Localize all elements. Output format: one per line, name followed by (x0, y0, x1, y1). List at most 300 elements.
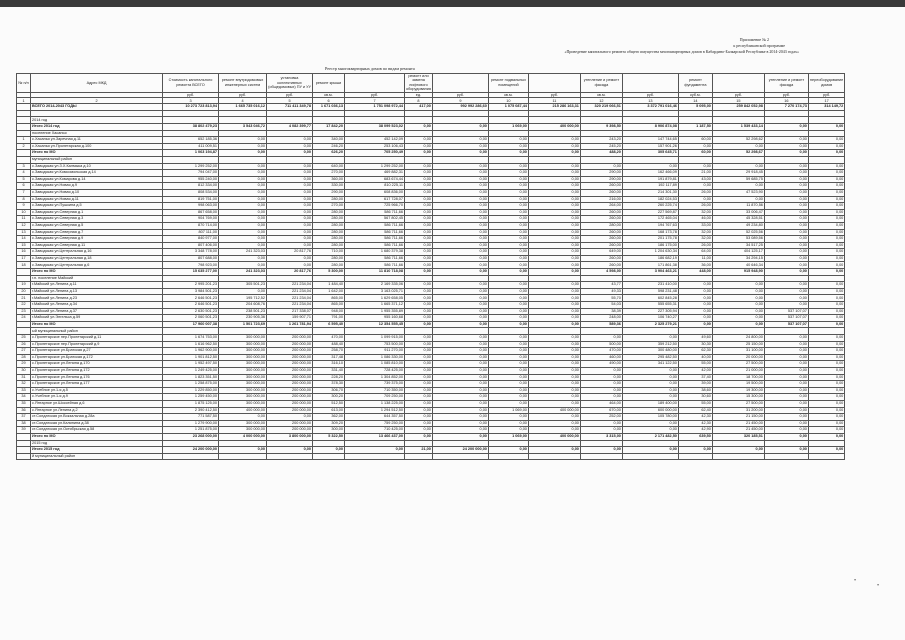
section-row (17, 275, 845, 282)
column-header (622, 74, 678, 93)
value-cell: 0,00 (764, 262, 808, 269)
value-cell: 0,00 (488, 216, 528, 223)
value-cell: 0,00 (405, 321, 433, 328)
column-number-cell: 8 (405, 98, 433, 104)
value-cell: 55,70 (580, 295, 622, 302)
row-number-cell (17, 453, 31, 460)
value-cell: 0,00 (764, 400, 808, 407)
value-cell: 200 000,00 (267, 381, 313, 388)
value-cell: 0,00 (678, 282, 712, 289)
value-cell: 0,00 (267, 196, 313, 203)
value-cell: 469 882,31 (345, 170, 405, 177)
value-cell: 0,00 (528, 394, 580, 401)
value-cell: 0,00 (528, 189, 580, 196)
value-cell (580, 328, 622, 335)
value-cell: 948,00 (313, 308, 345, 315)
value-cell: 19 500,00 (712, 381, 764, 388)
value-cell: 0,00 (405, 367, 433, 374)
value-cell: 0,00 (267, 163, 313, 170)
value-cell: 0,00 (405, 143, 433, 150)
unit-cell: руб. (808, 92, 844, 98)
value-cell (764, 156, 808, 163)
row-number-cell (17, 130, 31, 137)
value-cell: 0,00 (267, 262, 313, 269)
value-cell: 21 450,00 (712, 427, 764, 434)
value-cell: 362,00 (313, 414, 345, 421)
value-cell: 0,00 (808, 249, 844, 256)
value-cell: 452 142,09 (345, 137, 405, 144)
value-cell: 683 674,44 (345, 176, 405, 183)
value-cell: 753 500,00 (345, 341, 405, 348)
value-cell (580, 453, 622, 460)
row-number-cell (17, 447, 31, 454)
value-cell: 2 060 501,23 (163, 315, 219, 322)
value-cell: 300 000,00 (219, 374, 267, 381)
value-cell: 0,00 (808, 203, 844, 210)
table-row (17, 315, 845, 322)
row-number-cell: 4 (17, 170, 31, 177)
address-cell: с.Пролетарское ул.Братская д.172 (31, 354, 163, 361)
column-number-cell: 12 (580, 98, 622, 104)
value-cell: 0,00 (405, 295, 433, 302)
address-cell: ый муниципальный район (31, 328, 163, 335)
value-cell: 21,00 (678, 170, 712, 177)
value-cell: 0,00 (432, 295, 488, 302)
value-cell (488, 130, 528, 137)
value-cell (432, 440, 488, 447)
value-cell: 26,00 (678, 203, 712, 210)
value-cell: 709 250,00 (345, 394, 405, 401)
value-cell (712, 453, 764, 460)
value-cell (678, 275, 712, 282)
value-cell: 0,00 (432, 414, 488, 421)
value-cell: 214 301,30 (622, 189, 678, 196)
row-number-cell: 28 (17, 354, 31, 361)
value-cell: 171 861,38 (622, 262, 678, 269)
section-row (17, 156, 845, 163)
row-number-cell: 18 (17, 262, 31, 269)
value-cell: 6 595,40 (313, 321, 345, 328)
value-cell: 0,00 (432, 189, 488, 196)
value-cell: 0,00 (528, 447, 580, 454)
value-cell: 231 410,00 (622, 282, 678, 289)
column-header: ремонт фундамента (678, 74, 712, 93)
value-cell: 7 270 174,73 (764, 104, 808, 111)
address-cell: с.Заводская ул.Центральная д.16 (31, 249, 163, 256)
row-number-cell: 27 (17, 348, 31, 355)
value-cell: 260,00 (580, 236, 622, 243)
value-cell: 0,00 (405, 269, 433, 276)
value-cell: 192 117,89 (622, 183, 678, 190)
column-number-cell: 4 (219, 98, 267, 104)
value-cell: 0,00 (764, 374, 808, 381)
value-cell: 189 400,00 (622, 400, 678, 407)
value-cell: 0,00 (528, 288, 580, 295)
value-cell: 26,00 (678, 242, 712, 249)
value-cell: 0,00 (432, 176, 488, 183)
value-cell: 2 646 501,23 (163, 295, 219, 302)
value-cell: 0,00 (678, 183, 712, 190)
value-cell: 0,00 (219, 447, 267, 454)
value-cell: 12 354 555,45 (345, 321, 405, 328)
value-cell: 290,00 (313, 189, 345, 196)
value-cell: 1 251 875,00 (163, 427, 219, 434)
address-cell: с.Янтарное ул.Ленина д.2 (31, 407, 163, 414)
value-cell: 911 270,00 (345, 348, 405, 355)
value-cell: 246,20 (313, 143, 345, 150)
value-cell (678, 328, 712, 335)
row-number-cell: 3 (17, 163, 31, 170)
table-row (17, 209, 845, 216)
column-header: ремонт или замена лифтового оборудования (406, 74, 431, 92)
address-cell: с.Янтарное ул.Шоссейная д.6 (31, 400, 163, 407)
value-cell: 21 450,00 (712, 420, 764, 427)
value-cell: 0,00 (764, 414, 808, 421)
value-cell: 0,00 (432, 209, 488, 216)
value-cell: 0,00 (764, 255, 808, 262)
value-cell: 34 294,15 (712, 255, 764, 262)
value-cell: 54,03 (580, 302, 622, 309)
value-cell (432, 130, 488, 137)
value-cell: 0,00 (678, 295, 712, 302)
value-cell: 280,00 (313, 236, 345, 243)
value-cell: 20 000,00 (712, 354, 764, 361)
column-header: Адрес МКД (31, 74, 163, 93)
value-cell: 0,00 (405, 183, 433, 190)
value-cell: 0,00 (808, 196, 844, 203)
value-cell: 0,00 (808, 354, 844, 361)
value-cell: 586 711,66 (345, 209, 405, 216)
value-cell: 608 836,00 (345, 189, 405, 196)
value-cell (405, 117, 433, 124)
scan-mark: • (854, 578, 857, 584)
value-cell: 0,00 (405, 387, 433, 394)
value-cell: 0,00 (808, 400, 844, 407)
value-cell: 300 480,00 (622, 348, 678, 355)
value-cell (267, 453, 313, 460)
value-cell: 0,00 (405, 203, 433, 210)
address-cell: с.Хасанья ул.Заречная д.11 (31, 137, 163, 144)
value-cell: 1 261 781,94 (267, 321, 313, 328)
value-cell: 260,00 (580, 242, 622, 249)
value-cell: 0,00 (488, 269, 528, 276)
value-cell: 0,00 (219, 183, 267, 190)
value-cell: 0,00 (405, 176, 433, 183)
address-cell: с.Заводская ул.Комсомольская д.14 (31, 170, 163, 177)
value-cell: 725 966,70 (345, 203, 405, 210)
value-cell: 2 646 501,23 (163, 302, 219, 309)
value-cell: 0,00 (764, 335, 808, 342)
value-cell (432, 328, 488, 335)
value-cell: 300 000,00 (219, 400, 267, 407)
value-cell: 0,00 (528, 150, 580, 157)
value-cell: 11 810 718,08 (345, 269, 405, 276)
value-cell: 640,00 (313, 163, 345, 170)
value-cell: 0,00 (808, 269, 844, 276)
value-cell: 490,00 (580, 361, 622, 368)
value-cell: 1 665 371,12 (345, 302, 405, 309)
value-cell: 0,00 (764, 361, 808, 368)
value-cell: 0,00 (219, 255, 267, 262)
value-cell: 300,20 (313, 394, 345, 401)
unit-cell: руб. (219, 92, 267, 98)
value-cell: 598 231,48 (622, 288, 678, 295)
value-cell: 0,00 (622, 387, 678, 394)
address-cell: с.Пролетарское пер.Пролетарский д.9 (31, 341, 163, 348)
value-cell: 955 240,00 (163, 176, 219, 183)
value-cell: 0,00 (488, 288, 528, 295)
value-cell: 0,00 (488, 229, 528, 236)
value-cell: 0,00 (219, 150, 267, 157)
value-cell: 0,00 (808, 255, 844, 262)
column-number-cell: 16 (764, 98, 808, 104)
value-cell: 0,00 (488, 255, 528, 262)
value-cell: 264,00 (580, 203, 622, 210)
value-cell: 341 122,50 (622, 361, 678, 368)
value-cell: 43,00 (678, 176, 712, 183)
value-cell (808, 117, 844, 124)
appendix-number: Приложение № 2 (739, 37, 769, 42)
value-cell: 537 107,07 (764, 321, 808, 328)
value-cell (267, 328, 313, 335)
value-cell: 0,00 (488, 302, 528, 309)
value-cell: 0,00 (622, 381, 678, 388)
address-cell: с.Заводская ул.Новая д.9 (31, 183, 163, 190)
value-cell: 0,00 (405, 249, 433, 256)
value-cell: 305 645,71 (622, 150, 678, 157)
value-cell: 19 300,00 (712, 387, 764, 394)
row-number-cell: 12 (17, 222, 31, 229)
address-cell: г.Майский ул.Ленина д.23 (31, 295, 163, 302)
value-cell: 300 000,00 (219, 348, 267, 355)
value-cell: 0,00 (405, 354, 433, 361)
section-row (17, 328, 845, 335)
table-row (17, 242, 845, 249)
value-cell: 812 334,00 (163, 183, 219, 190)
address-cell: г.Майский ул.Ленина д.37 (31, 308, 163, 315)
value-cell: 200 000,00 (267, 420, 313, 427)
value-cell: 21,00 (405, 447, 433, 454)
value-cell: 1 629 658,05 (345, 295, 405, 302)
value-cell (488, 156, 528, 163)
value-cell: 0,00 (808, 414, 844, 421)
row-number-cell: 10 (17, 209, 31, 216)
value-cell: 1 674 753,00 (163, 335, 219, 342)
value-cell (345, 275, 405, 282)
value-cell: 0,00 (432, 348, 488, 355)
address-cell: с.Пролетарское ул.Братская д.27 (31, 348, 163, 355)
column-header (345, 74, 405, 93)
table-row (17, 183, 845, 190)
value-cell: 0,00 (764, 124, 808, 131)
value-cell: 0,00 (764, 242, 808, 249)
value-cell: 3 163 025,71 (345, 288, 405, 295)
value-cell: 0,00 (405, 427, 433, 434)
value-cell: 0,00 (219, 176, 267, 183)
table-row (17, 137, 845, 144)
column-number-cell: 9 (432, 98, 488, 104)
value-cell (622, 275, 678, 282)
total-row (17, 150, 845, 157)
value-cell: 0,00 (267, 222, 313, 229)
value-cell: 0,00 (432, 394, 488, 401)
value-cell: 204 608,76 (219, 302, 267, 309)
value-cell: 0,00 (528, 400, 580, 407)
value-cell (580, 110, 622, 117)
value-cell: 0,00 (528, 137, 580, 144)
value-cell: 0,00 (808, 433, 844, 440)
address-cell: с.Заводская ул.Новая д.10 (31, 189, 163, 196)
unit-cell: кв.м. (313, 92, 345, 98)
value-cell: 470,00 (313, 335, 345, 342)
value-cell: 0,00 (678, 196, 712, 203)
value-cell: 18 700,00 (712, 374, 764, 381)
value-cell: 227 305,94 (622, 308, 678, 315)
value-cell: 1 069,00 (488, 124, 528, 131)
value-cell (432, 156, 488, 163)
row-number-cell: 6 (17, 183, 31, 190)
value-cell (678, 440, 712, 447)
column-number-cell: 3 (163, 98, 219, 104)
row-number-cell: 2 (17, 143, 31, 150)
value-cell: 280,00 (313, 216, 345, 223)
value-cell: 23 268 000,00 (163, 433, 219, 440)
value-cell: 30,30 (678, 341, 712, 348)
value-cell: 0,00 (528, 222, 580, 229)
value-cell: 865,00 (313, 302, 345, 309)
value-cell: 488,20 (580, 150, 622, 157)
value-cell: 0,00 (488, 249, 528, 256)
value-cell: 280,00 (313, 255, 345, 262)
row-number-cell: 1 (17, 137, 31, 144)
value-cell: 0,00 (580, 335, 622, 342)
value-cell: 0,00 (764, 143, 808, 150)
value-cell (163, 110, 219, 117)
value-cell: 0,00 (528, 420, 580, 427)
value-cell: 537 107,07 (764, 308, 808, 315)
value-cell: 0,00 (405, 335, 433, 342)
address-cell: с.Хасанья ул.Пролетарская д.100 (31, 143, 163, 150)
value-cell: 0,00 (219, 143, 267, 150)
address-cell: с.Заводская ул.Северная д.7 (31, 229, 163, 236)
row-number-cell: 29 (17, 361, 31, 368)
value-cell: 0,00 (528, 414, 580, 421)
value-cell: 0,00 (267, 137, 313, 144)
value-cell: 1 962 900,00 (163, 348, 219, 355)
value-cell: 0,00 (488, 335, 528, 342)
value-cell: 0,00 (405, 288, 433, 295)
value-cell: 1 751 098 972,44 (345, 104, 405, 111)
value-cell (580, 156, 622, 163)
value-cell: 270,00 (313, 203, 345, 210)
value-cell: 1 085 810,00 (345, 361, 405, 368)
value-cell: 260,00 (580, 216, 622, 223)
value-cell (219, 130, 267, 137)
value-cell: 290,00 (580, 170, 622, 177)
value-cell: 0,00 (808, 367, 844, 374)
value-cell (712, 156, 764, 163)
table-row (17, 420, 845, 427)
value-cell: 537 107,07 (764, 315, 808, 322)
value-cell: 1 823 351,50 (163, 374, 219, 381)
value-cell: 0,00 (808, 183, 844, 190)
value-cell: 320 185,51 (712, 433, 764, 440)
value-cell (580, 130, 622, 137)
value-cell: 460,00 (580, 354, 622, 361)
value-cell: 0,00 (764, 137, 808, 144)
value-cell: 0,00 (528, 361, 580, 368)
value-cell: 512,50 (313, 400, 345, 407)
value-cell: 40,00 (678, 354, 712, 361)
value-cell: 0,00 (622, 420, 678, 427)
value-cell: 10 273 723 813,94 (163, 104, 219, 111)
value-cell: 0,00 (678, 302, 712, 309)
value-cell (808, 130, 844, 137)
value-cell (313, 156, 345, 163)
scan-mark: • (877, 583, 880, 589)
value-cell: 867 658,00 (163, 209, 219, 216)
value-cell: 52 298,62 (712, 137, 764, 144)
value-cell: 45 328,51 (712, 216, 764, 223)
total-row (17, 124, 845, 131)
table-row (17, 348, 845, 355)
value-cell: 819 751,00 (163, 196, 219, 203)
value-cell (313, 110, 345, 117)
column-number-cell: 17 (808, 98, 844, 104)
value-cell: 0,00 (267, 414, 313, 421)
value-cell: 221 234,04 (267, 282, 313, 289)
value-cell (405, 440, 433, 447)
value-cell: 0,00 (808, 143, 844, 150)
value-cell: 24 200 000,00 (163, 447, 219, 454)
total-row (17, 104, 845, 111)
row-number-cell (17, 117, 31, 124)
address-cell: ВСЕГО 2014-2043 ГОДЫ (31, 104, 163, 111)
scan-top-edge (0, 0, 905, 7)
address-cell (31, 110, 163, 117)
value-cell: 221 234,04 (267, 302, 313, 309)
table-row (17, 176, 845, 183)
table-row (17, 394, 845, 401)
value-cell: 0,00 (405, 282, 433, 289)
value-cell: 11 870,56 (712, 203, 764, 210)
value-cell: 600 000,00 (622, 407, 678, 414)
table-row (17, 387, 845, 394)
value-cell: 306,70 (313, 387, 345, 394)
value-cell: 915 948,90 (712, 269, 764, 276)
value-cell (528, 440, 580, 447)
table-row (17, 229, 845, 236)
row-number-cell: 34 (17, 394, 31, 401)
value-cell: 60,00 (678, 137, 712, 144)
table-row (17, 255, 845, 262)
value-cell: 0,00 (405, 433, 433, 440)
value-cell: 360,00 (313, 176, 345, 183)
value-cell (219, 328, 267, 335)
value-cell: 280,00 (313, 262, 345, 269)
value-cell: 260,00 (580, 262, 622, 269)
value-cell: 0,00 (267, 229, 313, 236)
value-cell: 0,00 (528, 374, 580, 381)
value-cell: 0,00 (488, 203, 528, 210)
value-cell: 0,00 (488, 183, 528, 190)
value-cell: 807 111,00 (163, 229, 219, 236)
value-cell: 300 000,00 (219, 387, 267, 394)
value-cell: 0,00 (580, 420, 622, 427)
value-cell: 38,60 (678, 387, 712, 394)
value-cell: 40 646,34 (712, 262, 764, 269)
value-cell: 0,00 (267, 216, 313, 223)
